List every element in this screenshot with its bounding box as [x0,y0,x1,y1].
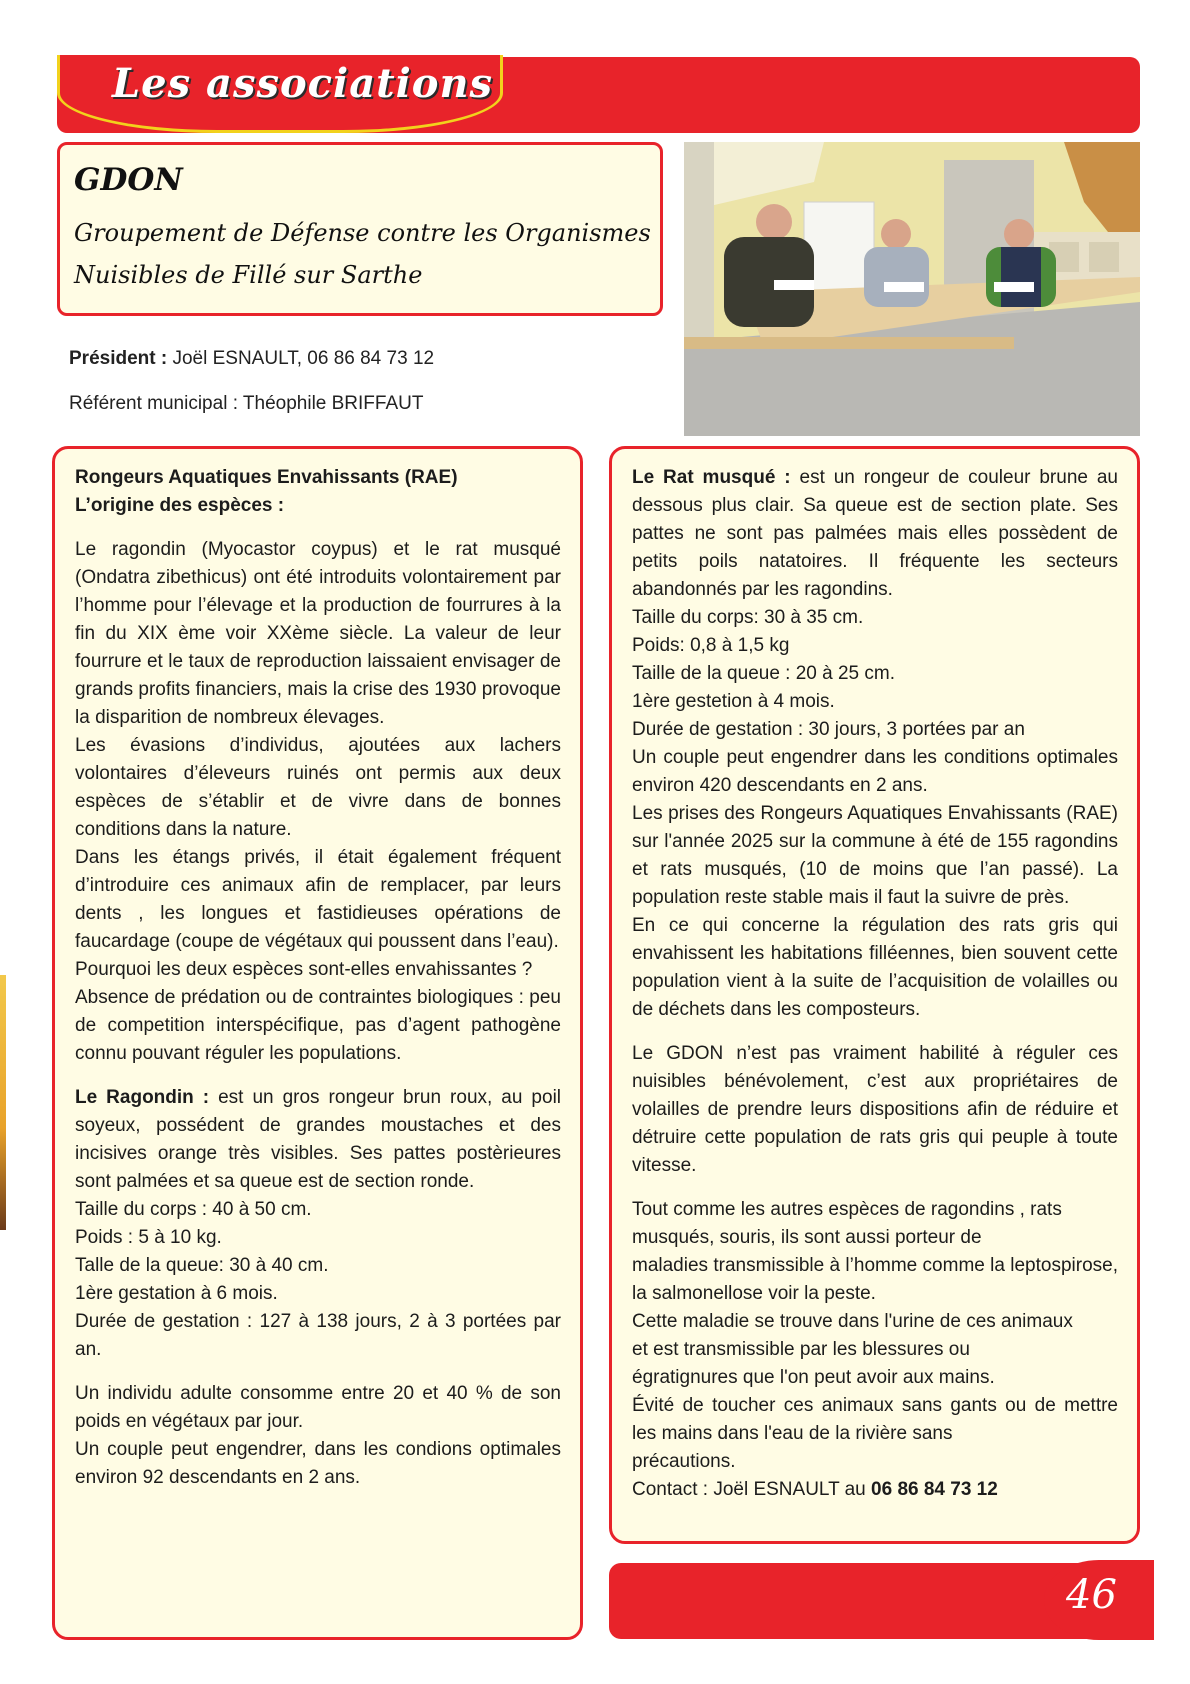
disease-line-2: musqués, souris, ils sont aussi porteur de [632,1227,982,1248]
ragondin-gestation-duration: Durée de gestation : 127 à 138 jours, 2 à 3 portées par an. [75,1311,561,1360]
ragondin-body-size: Taille du corps : 40 à 50 cm. [75,1199,312,1220]
contact-line [632,1476,1118,1504]
rat-offspring: Un couple peut engendrer dans les conditions optimales environ 420 descendants en 2 ans. [632,747,1118,796]
rat-gestation-duration: Durée de gestation : 30 jours, 3 portées par an [632,719,1025,740]
grey-rat-regulation: En ce qui concerne la régulation des rats gris qui envahissent les habitations filléennes, bien souvent cette population vient à la suite de l’acquisition de volailles ou de déchets dans les composteurs. [632,915,1118,1020]
ragondin-weight: Poids : 5 à 10 kg. [75,1227,222,1248]
urine-line-3: égratignures que l'on peut avoir aux mains. [632,1367,995,1388]
gdon-role: Le GDON n’est pas vraiment habilité à réguler ces nuisibles bénévolement, c’est aux propriétaires de volailles de prendre leurs dispositions afin de réduire et détruire cette population de rats gris qui peuple à toute vitesse. [632,1043,1118,1176]
origin-paragraph-2: Les évasions d’individus, ajoutées aux lachers volontaires d’éleveurs ruinés ont permis aux deux espèces de s’établir et de vivre dans de bonnes conditions dans la nature. [75,735,561,840]
urine-line-2: et est transmissible par les blessures ou [632,1339,970,1360]
origin-paragraph-1: Le ragondin (Myocastor coypus) et le rat musqué (Ondatra zibethicus) ont été introduits volontairement par l’homme pour l’élevage et la production de fourrures à la fin du XIX ème voir XXème siècle. La valeur de leur fourrure et le taux de reproduction laissaient envisager de grands profits financiers, mais la crise des 1930 provoque la disparition de nombreux élevages. [75,539,561,728]
right-column [632,464,1118,1504]
president-label: Président : [69,348,168,369]
org-full-name [74,212,654,296]
ragondin-offspring: Un couple peut engendrer, dans les condions optimales environ 92 descendants en 2 ans. [75,1439,561,1488]
rae-catches-2025: Les prises des Rongeurs Aquatiques Envahissants (RAE) sur l'année 2025 sur la commune à été de 155 ragondins et rats musqués, (10 de moins que l’an passé). La population reste stable mais il faut la suivre de près. [632,803,1118,908]
rat-weight: Poids: 0,8 à 1,5 kg [632,635,790,656]
left-column [75,464,561,1492]
ragondin-description: Le Ragondin : est un gros rongeur brun roux, au poil soyeux, possédent de grandes moustaches et des incisives orange très visibles. Ses pattes postèrieures sont palmées et sa queue est de section ronde. [75,1087,562,1192]
rae-heading: Rongeurs Aquatiques Envahissants (RAE) [75,467,458,488]
precaution-line-2: précautions. [632,1451,736,1472]
origin-heading: L’origine des espèces : [75,495,285,516]
rat-tail-size: Taille de la queue : 20 à 25 cm. [632,663,896,684]
org-acronym: GDON [74,162,183,198]
invasive-question: Pourquoi les deux espèces sont-elles envahissantes ? [75,959,533,980]
ragondin-consumption: Un individu adulte consomme entre 20 et 40 % de son poids en végétaux par jour. [75,1383,561,1432]
president-value: Joël ESNAULT, 06 86 84 73 12 [172,348,435,369]
meeting-photo [684,142,1140,436]
page-number: 46 [1066,1572,1117,1618]
rat-label: Le Rat musqué : [632,467,791,488]
meeting-photo-illustration [684,142,1140,436]
ragondin-label: Le Ragondin : [75,1087,210,1108]
disease-line-1: Tout comme les autres espèces de ragondins , rats [632,1199,1062,1220]
president-line [69,348,434,370]
rat-description: Le Rat musqué : est un rongeur de couleur brune au dessous plus clair. Sa queue est de section plate. Ses pattes ne sont pas palmées mais elles possèdent de petits poils natatoires. Il fréquente les secteurs abandonnés par les ragondins. [632,467,1118,600]
disease-line-3: maladies transmissible à l’homme comme la leptospirose, la salmonellose voir la peste. [632,1255,1118,1304]
contact-phone: 06 86 84 73 12 [871,1479,998,1500]
org-full-name-line2: Nuisibles de Fillé sur Sarthe [74,261,423,289]
ragondin-tail-size: Talle de la queue: 30 à 40 cm. [75,1255,329,1276]
page-section-title: Les associations [112,60,494,107]
urine-line-1: Cette maladie se trouve dans l'urine de ces animaux [632,1311,1073,1332]
ragondin-first-gestation: 1ère gestation à 6 mois. [75,1283,278,1304]
invasive-answer: Absence de prédation ou de contraintes biologiques : peu de competition interspécifique, pas d’agent pathogène connu pouvant réguler les populations. [75,987,561,1064]
precaution-line-1: Évité de toucher ces animaux sans gants ou de mettre les mains dans l'eau de la rivière sans [632,1395,1118,1444]
rat-first-gestation: 1ère gestetion à 4 mois. [632,691,835,712]
origin-paragraph-3: Dans les étangs privés, il était également fréquent d’introduire ces animaux afin de remplacer, par leurs dents , les longues et fastidieuses opérations de faucardage (coupe de végétaux qui poussent dans l’eau). [75,847,561,952]
rat-body-size: Taille du corps: 30 à 35 cm. [632,607,864,628]
referent-line: Référent municipal : Théophile BRIFFAUT [69,393,424,414]
org-full-name-line1: Groupement de Défense contre les Organismes [74,219,651,247]
contact-label: Contact : Joël ESNAULT au [632,1479,872,1500]
edge-photo-strip [0,975,6,1230]
